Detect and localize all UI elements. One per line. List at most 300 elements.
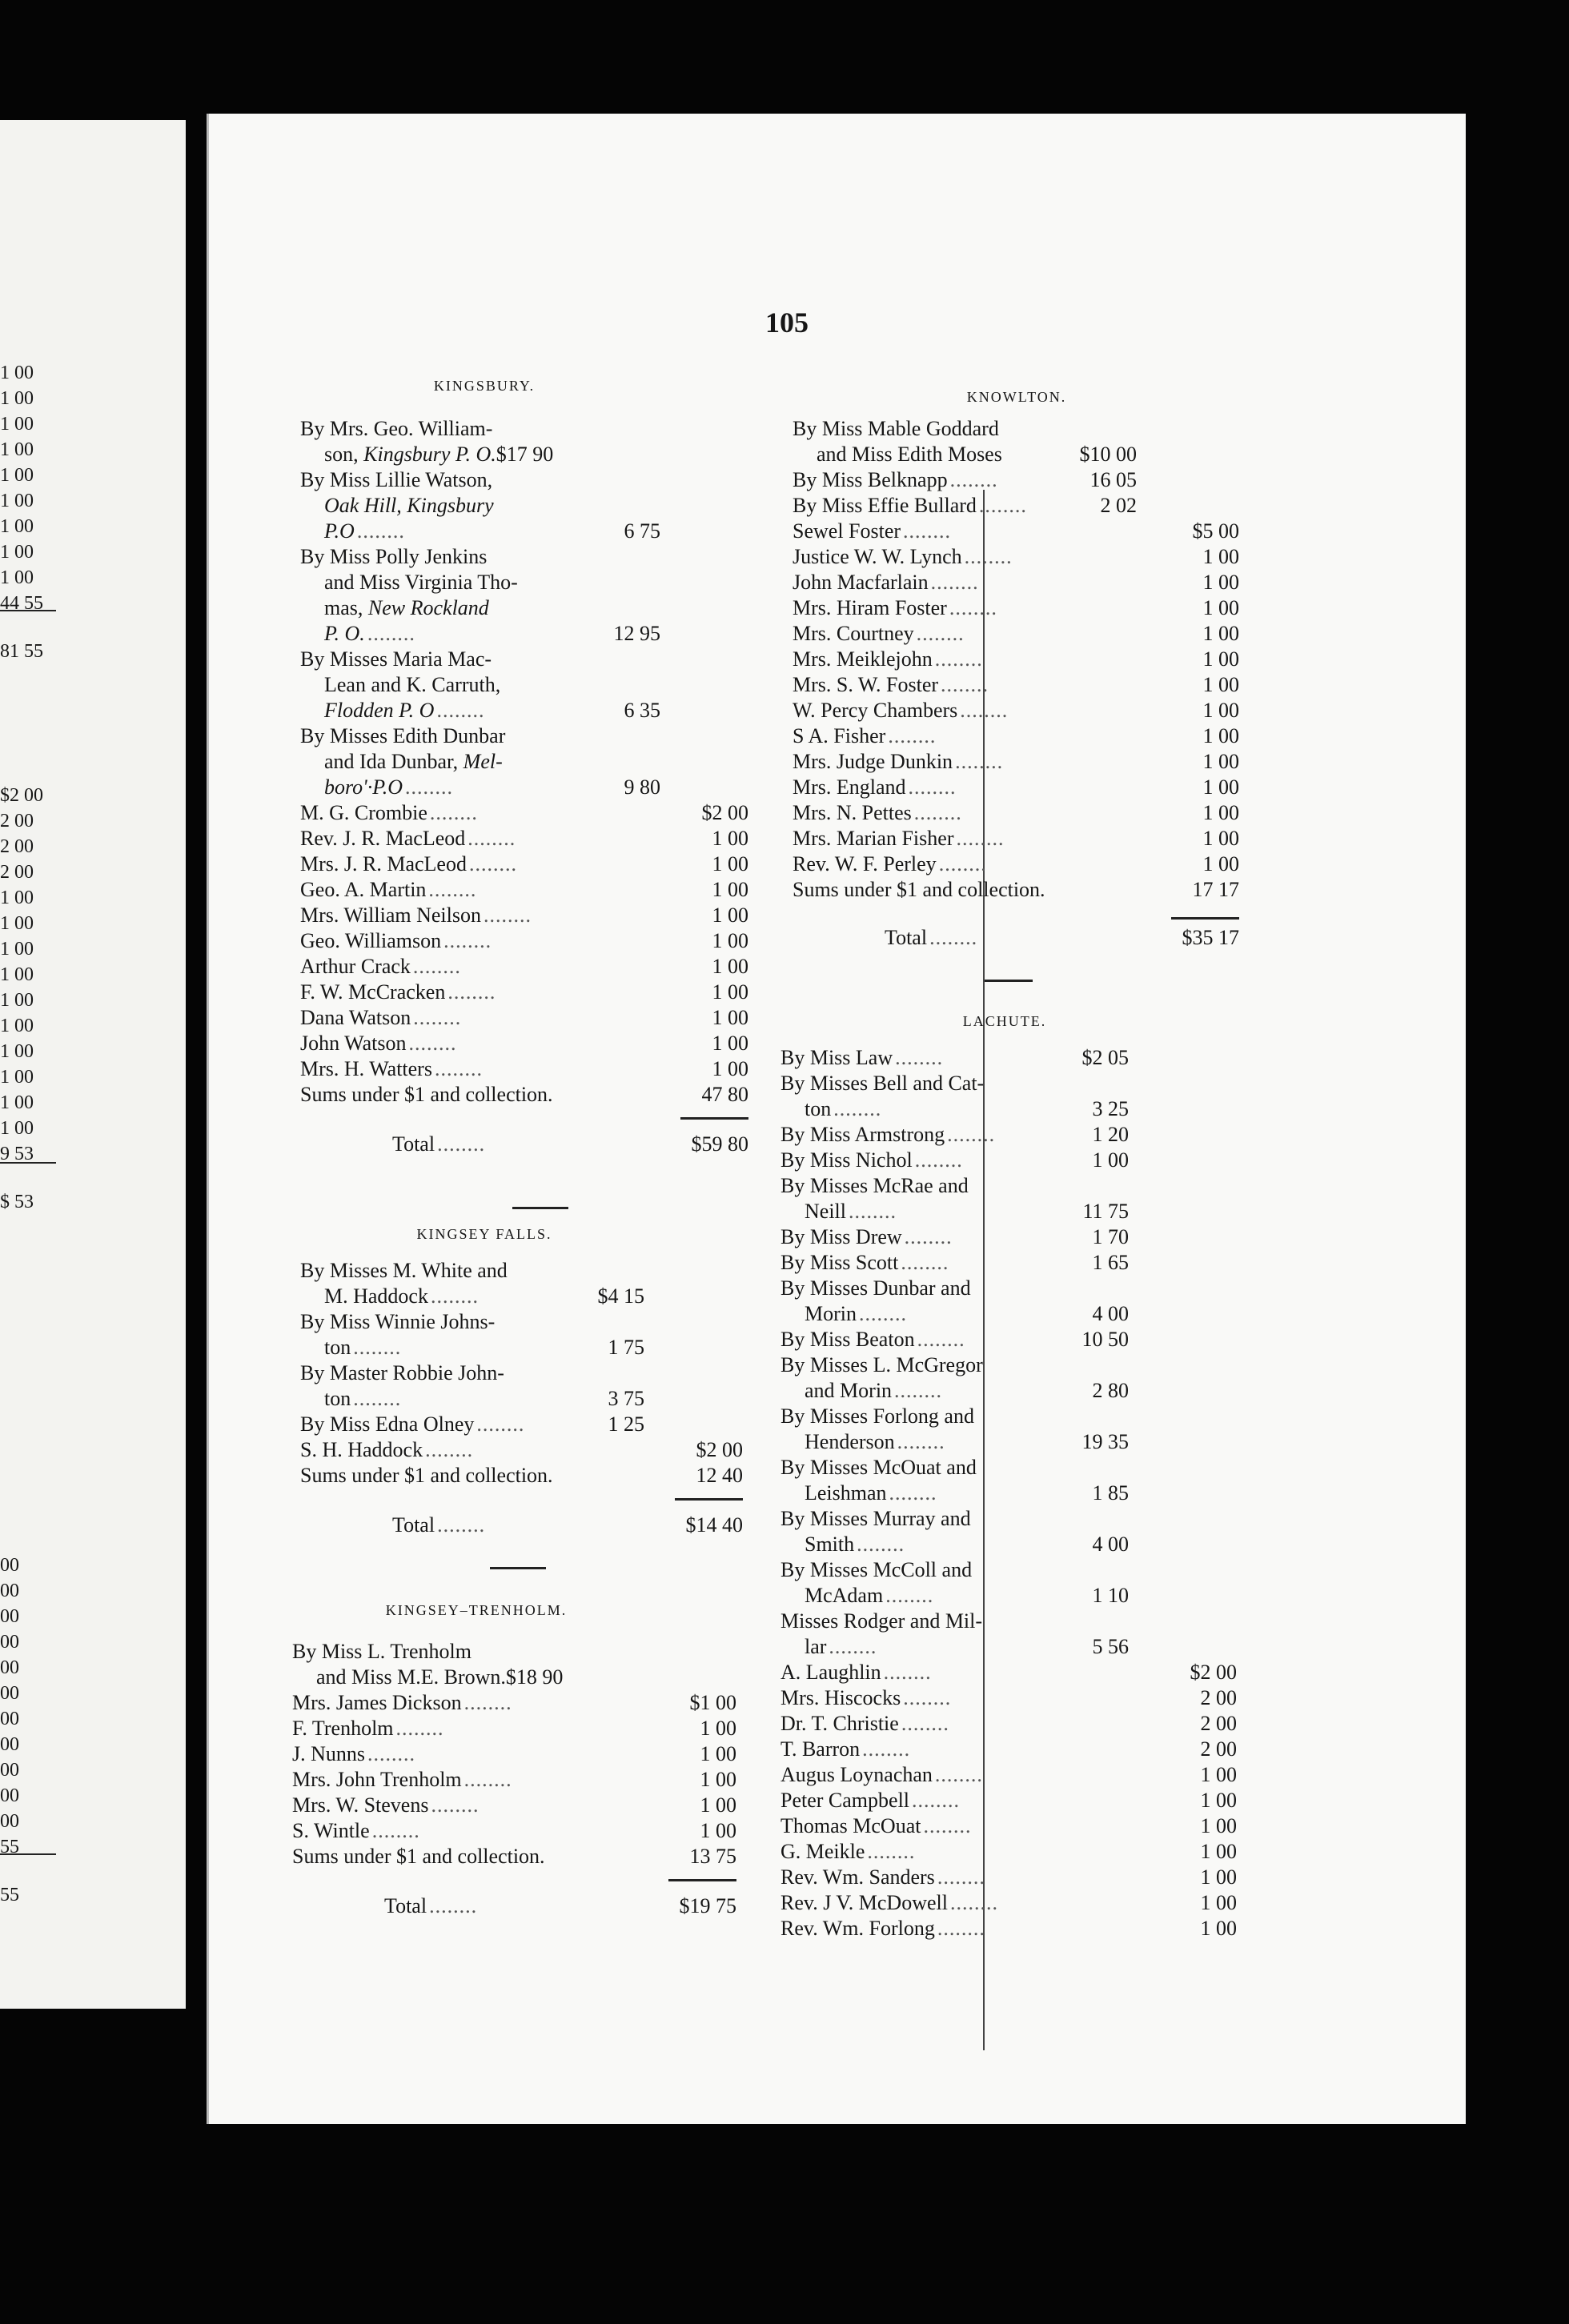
dot-leader: ........ xyxy=(949,596,997,619)
facing-page-amount: 1 00 xyxy=(0,465,34,486)
entry-row xyxy=(780,1481,1237,1506)
amount: 1 00 xyxy=(1202,673,1239,696)
entry-row xyxy=(780,1276,1237,1301)
entry-description: By Miss Mable Goddard xyxy=(793,417,999,440)
facing-page-amount: 1 00 xyxy=(0,516,34,537)
total-amount: $59 80 xyxy=(691,1132,748,1156)
entry-description: and Morin ........ xyxy=(805,1379,943,1402)
amount: 1 00 xyxy=(1202,750,1239,773)
entry-description: Mrs. James Dickson ........ xyxy=(292,1691,512,1714)
entry-row xyxy=(300,1284,743,1309)
entry-row xyxy=(780,1813,1237,1839)
amount: 1 00 xyxy=(712,878,748,901)
entry-row xyxy=(300,1412,743,1437)
amount: 1 00 xyxy=(712,980,748,1004)
amount: 1 00 xyxy=(1200,1840,1237,1863)
amount: 1 00 xyxy=(1202,724,1239,747)
individual-amount: $2 05 xyxy=(1081,1046,1129,1069)
entry-description: Leishman ........ xyxy=(805,1481,937,1505)
dot-leader: ........ xyxy=(929,926,978,949)
individual-amount: 1 20 xyxy=(1092,1123,1129,1146)
entry-description: By Misses McColl and xyxy=(780,1558,973,1581)
facing-page-amount: 55 xyxy=(0,1837,19,1857)
amount: 1 00 xyxy=(1202,622,1239,645)
total-label: Total ........ xyxy=(384,1894,478,1917)
dot-leader: ........ xyxy=(353,1336,402,1359)
entry-description: Mrs. Hiram Foster ........ xyxy=(793,596,997,619)
entry-description: Rev. W. F. Perley ........ xyxy=(793,852,987,876)
dot-leader: ........ xyxy=(434,1057,483,1080)
amount: 1 00 xyxy=(712,955,748,978)
entry-row xyxy=(292,1767,736,1793)
entry-row xyxy=(780,1506,1237,1532)
entry-description: By Miss L. Trenholm xyxy=(292,1640,472,1663)
entry-description: Neill ........ xyxy=(805,1200,897,1223)
entry-row xyxy=(780,1737,1237,1762)
entry-description: Rev. J V. McDowell ........ xyxy=(780,1891,998,1914)
entry-description: John Watson ........ xyxy=(300,1032,457,1055)
entry-description: and Miss Edith Moses xyxy=(817,443,1002,466)
amount: 1 00 xyxy=(1200,1763,1237,1786)
amount: 1 00 xyxy=(1200,1917,1237,1940)
amount: 1 00 xyxy=(1202,775,1239,799)
entry-description: Mrs. William Neilson ........ xyxy=(300,904,532,927)
entry-description: By Miss Scott ........ xyxy=(780,1251,949,1274)
individual-amount: 1 10 xyxy=(1092,1584,1129,1607)
entry-row xyxy=(793,544,1239,570)
individual-amount: 3 25 xyxy=(1092,1097,1129,1120)
entry-row xyxy=(300,775,748,800)
facing-page-amount: $ 53 xyxy=(0,1192,34,1212)
entry-row xyxy=(292,1639,736,1665)
entry-row xyxy=(780,1634,1237,1660)
entry-row xyxy=(300,1082,748,1108)
entry-row xyxy=(300,1386,743,1412)
facing-page-amount: 1 00 xyxy=(0,491,34,511)
dot-leader: ........ xyxy=(413,1006,462,1029)
entry-row xyxy=(300,595,748,621)
facing-page-amount: 00 xyxy=(0,1683,19,1704)
entry-row xyxy=(793,442,1239,467)
entry-description: Rev. Wm. Sanders ........ xyxy=(780,1865,985,1889)
individual-amount: 1 00 xyxy=(1092,1148,1129,1172)
facing-page-rule xyxy=(0,610,56,611)
entry-row xyxy=(793,570,1239,595)
entry-description: Mrs. H. Watters ........ xyxy=(300,1057,483,1080)
entry-row xyxy=(780,1404,1237,1429)
entry-description: By Miss Lillie Watson, xyxy=(300,468,493,491)
entry-description: Sums under $1 and collection. xyxy=(300,1464,553,1487)
entry-description: By Mrs. Geo. William- xyxy=(300,417,493,440)
entry-description: Geo. A. Martin ........ xyxy=(300,878,477,901)
facing-page-amount: 1 00 xyxy=(0,1041,34,1062)
individual-amount: 3 75 xyxy=(608,1387,644,1410)
dot-leader: ........ xyxy=(428,878,477,901)
entry-description: Mrs. Marian Fisher ........ xyxy=(793,827,1005,850)
entry-description: Sums under $1 and collection. xyxy=(793,878,1045,901)
entry-row xyxy=(300,826,748,851)
dot-leader: ........ xyxy=(956,827,1005,850)
facing-page-amount: 1 00 xyxy=(0,939,34,960)
entry-row xyxy=(793,672,1239,698)
amount: 1 00 xyxy=(1200,1789,1237,1812)
dot-leader: ........ xyxy=(908,775,957,799)
amount: $2 00 xyxy=(701,801,748,824)
entry-row xyxy=(300,903,748,928)
entry-description: By Misses Bell and Cat- xyxy=(780,1072,985,1095)
entry-description: Dana Watson ........ xyxy=(300,1006,462,1029)
entry-row xyxy=(793,775,1239,800)
amount: 1 00 xyxy=(712,904,748,927)
entry-row xyxy=(300,928,748,954)
dot-leader: ........ xyxy=(437,1132,486,1156)
total-row xyxy=(300,1132,748,1157)
facing-page-amount: 00 xyxy=(0,1785,19,1806)
dot-leader: ........ xyxy=(917,1328,965,1351)
individual-amount: 1 70 xyxy=(1092,1225,1129,1248)
entry-row xyxy=(780,1301,1237,1327)
facing-page-amount: 00 xyxy=(0,1657,19,1678)
dot-leader: ........ xyxy=(901,1712,949,1735)
entry-description: By Miss Winnie Johns- xyxy=(300,1310,496,1333)
facing-page-amount: 1 00 xyxy=(0,990,34,1011)
facing-page-amount: 1 00 xyxy=(0,388,34,409)
dot-leader: ........ xyxy=(412,955,461,978)
entry-row xyxy=(300,723,748,749)
ledger-page xyxy=(207,114,1466,2124)
dot-leader: ........ xyxy=(934,1763,983,1786)
entry-row xyxy=(292,1844,736,1869)
entry-description: Arthur Crack ........ xyxy=(300,955,461,978)
entry-row xyxy=(793,698,1239,723)
dot-leader: ........ xyxy=(867,1840,916,1863)
entry-description: lar ........ xyxy=(805,1635,877,1658)
entry-description: F. W. McCracken ........ xyxy=(300,980,496,1004)
entry-description: McAdam ........ xyxy=(805,1584,934,1607)
entry-description: Mrs. Courtney ........ xyxy=(793,622,965,645)
amount: 1 00 xyxy=(1202,852,1239,876)
dot-leader: ........ xyxy=(862,1737,911,1761)
entry-row xyxy=(300,570,748,595)
amount: 1 00 xyxy=(700,1793,736,1817)
entry-row xyxy=(780,1455,1237,1481)
entry-description: By Master Robbie John- xyxy=(300,1361,504,1384)
entry-row xyxy=(300,749,748,775)
entry-row xyxy=(793,749,1239,775)
dot-leader: ........ xyxy=(949,1891,998,1914)
individual-amount: $10 00 xyxy=(1079,443,1137,466)
entry-description: and Miss M.E. Brown.$18 90 xyxy=(316,1665,564,1689)
total-label: Total ........ xyxy=(392,1513,486,1537)
dot-leader: ........ xyxy=(934,647,983,671)
entry-description: ton ........ xyxy=(324,1387,402,1410)
entry-description: Mrs. England ........ xyxy=(793,775,957,799)
dot-leader: ........ xyxy=(483,904,532,927)
entry-description: Henderson ........ xyxy=(805,1430,945,1453)
entry-description: By Miss Nichol ........ xyxy=(780,1148,963,1172)
facing-page-amount: 00 xyxy=(0,1811,19,1832)
dot-leader: ........ xyxy=(916,622,965,645)
amount: 1 00 xyxy=(1202,545,1239,568)
individual-amount: 4 00 xyxy=(1092,1302,1129,1325)
dot-leader: ........ xyxy=(912,1789,961,1812)
entry-description: By Miss Beaton ........ xyxy=(780,1328,965,1351)
dot-leader: ........ xyxy=(888,724,937,747)
entry-row xyxy=(300,1056,748,1082)
section-title-kingsey-falls: KINGSEY FALLS. xyxy=(416,1226,552,1242)
facing-page-amount: 44 55 xyxy=(0,593,43,614)
dot-leader: ........ xyxy=(923,1814,972,1837)
individual-amount: 11 75 xyxy=(1082,1200,1129,1223)
dot-leader: ........ xyxy=(894,1379,943,1402)
entry-description: P.O ........ xyxy=(324,519,405,543)
entry-row xyxy=(780,1071,1237,1096)
amount: $1 00 xyxy=(689,1691,736,1714)
dot-leader: ........ xyxy=(405,775,454,799)
entry-description: A. Laughlin ........ xyxy=(780,1661,932,1684)
facing-page-amount: 9 53 xyxy=(0,1144,34,1164)
entry-description: Augus Loynachan ........ xyxy=(780,1763,983,1786)
individual-amount: $4 15 xyxy=(597,1284,644,1308)
dot-leader: ........ xyxy=(885,1584,934,1607)
amount: 1 00 xyxy=(1202,699,1239,722)
total-rule xyxy=(1171,917,1239,920)
entry-description: Morin ........ xyxy=(805,1302,907,1325)
facing-page-amount: 1 00 xyxy=(0,1016,34,1036)
entry-row xyxy=(780,1762,1237,1788)
facing-page-rule xyxy=(0,1162,56,1164)
dot-leader: ........ xyxy=(371,1819,420,1842)
entry-description: son, Kingsbury P. O.$17 90 xyxy=(324,443,554,466)
amount: 1 00 xyxy=(1200,1814,1237,1837)
entry-row xyxy=(780,1532,1237,1557)
entry-description: By Miss Edna Olney ........ xyxy=(300,1412,525,1436)
amount: 2 00 xyxy=(1200,1686,1237,1709)
amount: 1 00 xyxy=(1202,647,1239,671)
entry-row xyxy=(292,1741,736,1767)
individual-amount: 1 65 xyxy=(1092,1251,1129,1274)
amount: 1 00 xyxy=(1200,1865,1237,1889)
entry-row xyxy=(793,467,1239,493)
entry-row xyxy=(780,1711,1237,1737)
facing-page-amount: 1 00 xyxy=(0,363,34,383)
page-number: 105 xyxy=(765,307,809,339)
amount: 1 00 xyxy=(700,1768,736,1791)
entry-row xyxy=(300,1360,743,1386)
entry-description: Mrs. John Trenholm ........ xyxy=(292,1768,512,1791)
dot-leader: ........ xyxy=(889,1481,937,1505)
amount: 13 75 xyxy=(689,1845,736,1868)
entry-row xyxy=(780,1199,1237,1224)
dot-leader: ........ xyxy=(914,1148,963,1172)
entry-row xyxy=(300,544,748,570)
entry-description: By Miss Belknapp ........ xyxy=(793,468,998,491)
dot-leader: ........ xyxy=(476,1412,525,1436)
total-label: Total ........ xyxy=(392,1132,486,1156)
facing-page-amount: 1 00 xyxy=(0,414,34,435)
facing-page-amount: $2 00 xyxy=(0,785,43,806)
entry-row xyxy=(780,1378,1237,1404)
amount: $5 00 xyxy=(1192,519,1239,543)
total-row xyxy=(300,1513,743,1538)
entry-row xyxy=(793,877,1239,903)
entry-description: T. Barron ........ xyxy=(780,1737,911,1761)
dot-leader: ........ xyxy=(895,1046,944,1069)
amount: 1 00 xyxy=(700,1819,736,1842)
amount: 1 00 xyxy=(712,852,748,876)
entry-row xyxy=(780,1122,1237,1148)
dot-leader: ........ xyxy=(437,1513,486,1537)
entry-description: Mrs. Judge Dunkin ........ xyxy=(793,750,1004,773)
entry-description: S. Wintle ........ xyxy=(292,1819,420,1842)
individual-amount: 1 85 xyxy=(1092,1481,1129,1505)
dot-leader: ........ xyxy=(937,1917,985,1940)
entry-description: Smith ........ xyxy=(805,1533,905,1556)
entry-row xyxy=(300,1031,748,1056)
total-row xyxy=(793,925,1239,951)
facing-page-edge xyxy=(0,120,186,2009)
entry-row xyxy=(793,621,1239,647)
entry-description: Oak Hill, Kingsbury xyxy=(324,494,494,517)
dot-leader: ........ xyxy=(937,1865,985,1889)
section-separator xyxy=(512,1207,568,1209)
section-title-kingsbury: KINGSBURY. xyxy=(433,378,536,394)
facing-page-amount: 00 xyxy=(0,1555,19,1576)
dot-leader: ........ xyxy=(353,1387,402,1410)
amount: 1 00 xyxy=(700,1717,736,1740)
entry-row xyxy=(300,851,748,877)
entry-row xyxy=(300,800,748,826)
amount: 1 00 xyxy=(1200,1891,1237,1914)
dot-leader: ........ xyxy=(408,1032,457,1055)
entry-description: By Misses Maria Mac- xyxy=(300,647,492,671)
facing-page-amount: 00 xyxy=(0,1760,19,1781)
entry-row xyxy=(780,1429,1237,1455)
facing-page-amount: 00 xyxy=(0,1606,19,1627)
entry-description: By Miss Drew ........ xyxy=(780,1225,953,1248)
amount: 1 00 xyxy=(712,827,748,850)
entry-row xyxy=(793,647,1239,672)
individual-amount: 4 00 xyxy=(1092,1533,1129,1556)
amount: 1 00 xyxy=(1202,596,1239,619)
individual-amount: 19 35 xyxy=(1081,1430,1129,1453)
entry-row xyxy=(300,493,748,519)
entry-row xyxy=(780,1250,1237,1276)
entry-description: Rev. Wm. Forlong ........ xyxy=(780,1917,985,1940)
total-amount: $19 75 xyxy=(679,1894,736,1917)
individual-amount: 9 80 xyxy=(624,775,660,799)
entry-description: Mrs. W. Stevens ........ xyxy=(292,1793,480,1817)
entry-description: By Miss Polly Jenkins xyxy=(300,545,488,568)
individual-amount: 5 56 xyxy=(1092,1635,1129,1658)
amount: 1 00 xyxy=(712,1057,748,1080)
entry-row xyxy=(793,519,1239,544)
entry-row xyxy=(780,1173,1237,1199)
amount: 2 00 xyxy=(1200,1712,1237,1735)
entry-description: Mrs. N. Pettes ........ xyxy=(793,801,962,824)
entry-row xyxy=(793,595,1239,621)
entry-description: Lean and K. Carruth, xyxy=(324,673,501,696)
facing-page-amount: 1 00 xyxy=(0,1092,34,1113)
entry-row xyxy=(300,877,748,903)
individual-amount: 2 80 xyxy=(1092,1379,1129,1402)
dot-leader: ........ xyxy=(904,1225,953,1248)
entry-description: By Misses L. McGregor xyxy=(780,1353,983,1376)
entry-description: mas, New Rockland xyxy=(324,596,489,619)
entry-description: Mrs. Meiklejohn ........ xyxy=(793,647,983,671)
dot-leader: ........ xyxy=(964,545,1013,568)
entry-description: and Ida Dunbar, Mel- xyxy=(324,750,503,773)
facing-page-amount: 00 xyxy=(0,1709,19,1729)
entry-description: By Misses McRae and xyxy=(780,1174,969,1197)
entry-description: By Misses Forlong and xyxy=(780,1404,974,1428)
facing-page-amount: 1 00 xyxy=(0,1118,34,1139)
entry-row xyxy=(292,1793,736,1818)
dot-leader: ........ xyxy=(395,1717,444,1740)
entry-description: S A. Fisher ........ xyxy=(793,724,937,747)
amount: 17 17 xyxy=(1192,878,1239,901)
dot-leader: ........ xyxy=(947,1123,996,1146)
dot-leader: ........ xyxy=(903,519,952,543)
entry-description: W. Percy Chambers ........ xyxy=(793,699,1009,722)
entry-description: Mrs. J. R. MacLeod ........ xyxy=(300,852,517,876)
individual-amount: 1 25 xyxy=(608,1412,644,1436)
entry-description: ton ........ xyxy=(805,1097,882,1120)
entry-row xyxy=(300,1335,743,1360)
dot-leader: ........ xyxy=(955,750,1004,773)
entry-row xyxy=(300,442,748,467)
section-title-knowlton: KNOWLTON. xyxy=(966,389,1067,405)
dot-leader: ........ xyxy=(468,852,517,876)
dot-leader: ........ xyxy=(857,1533,905,1556)
entry-row xyxy=(300,1258,743,1284)
entry-row xyxy=(300,416,748,442)
entry-description: By Misses M. White and xyxy=(300,1259,508,1282)
dot-leader: ........ xyxy=(463,1691,512,1714)
dot-leader: ........ xyxy=(430,1284,479,1308)
section-separator xyxy=(985,980,1033,982)
facing-page-amount: 1 00 xyxy=(0,439,34,460)
amount: 1 00 xyxy=(1202,827,1239,850)
total-rule xyxy=(675,1498,743,1501)
dot-leader: ........ xyxy=(429,801,478,824)
individual-amount: 10 50 xyxy=(1081,1328,1129,1351)
entry-description: Sewel Foster ........ xyxy=(793,519,952,543)
entry-row xyxy=(300,954,748,980)
dot-leader: ........ xyxy=(829,1635,877,1658)
facing-page-amount: 1 00 xyxy=(0,567,34,588)
amount: $2 00 xyxy=(1190,1661,1237,1684)
facing-page-amount: 1 00 xyxy=(0,542,34,563)
entry-row xyxy=(780,1916,1237,1941)
entry-row xyxy=(300,1437,743,1463)
dot-leader: ........ xyxy=(897,1430,945,1453)
total-label: Total ........ xyxy=(885,926,978,949)
entry-description: Geo. Williamson ........ xyxy=(300,929,492,952)
entry-description: G. Meikle ........ xyxy=(780,1840,916,1863)
entry-row xyxy=(793,493,1239,519)
entry-description: Thomas McOuat ........ xyxy=(780,1814,972,1837)
entry-description: ton ........ xyxy=(324,1336,402,1359)
entry-row xyxy=(292,1818,736,1844)
section-title-kingsey-trenholm: KINGSEY–TRENHOLM. xyxy=(385,1602,568,1618)
facing-page-amount: 81 55 xyxy=(0,641,43,662)
entry-description: F. Trenholm ........ xyxy=(292,1717,444,1740)
entry-row xyxy=(780,1352,1237,1378)
dot-leader: ........ xyxy=(930,571,979,594)
dot-leader: ........ xyxy=(901,1251,949,1274)
entry-row xyxy=(780,1660,1237,1685)
